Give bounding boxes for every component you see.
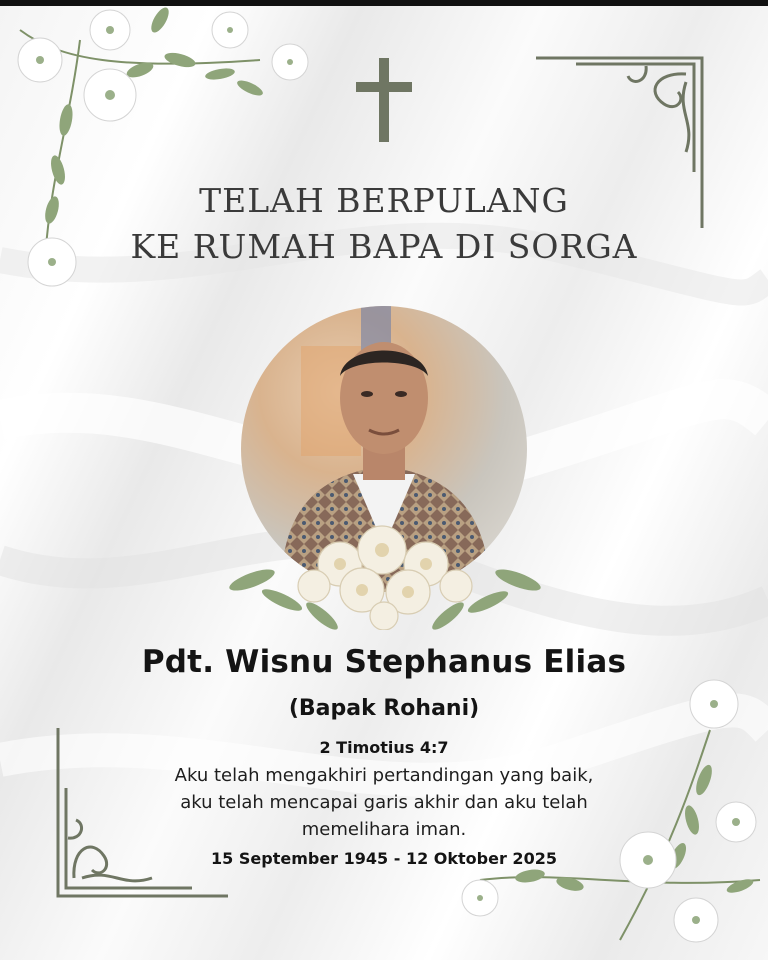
cross-icon (356, 58, 412, 142)
verse-line: aku telah mencapai garis akhir dan aku telah (180, 792, 588, 813)
headline (84, 178, 684, 270)
verse-line: Aku telah mengakhiri pertandingan yang baik, (174, 765, 594, 786)
white-flower-bouquet (222, 520, 548, 630)
headline-line-2: KE RUMAH BAPA DI SORGA (130, 227, 638, 266)
verse-line: memelihara iman. (301, 819, 467, 840)
headline-line-1: TELAH BERPULANG (199, 181, 569, 220)
verse-reference: 2 Timotius 4:7 (319, 738, 449, 757)
verse-text (114, 762, 654, 843)
life-dates: 15 September 1945 - 12 Oktober 2025 (211, 849, 557, 868)
deceased-role: (Bapak Rohani) (288, 696, 480, 721)
deceased-name: Pdt. Wisnu Stephanus Elias (141, 644, 627, 680)
